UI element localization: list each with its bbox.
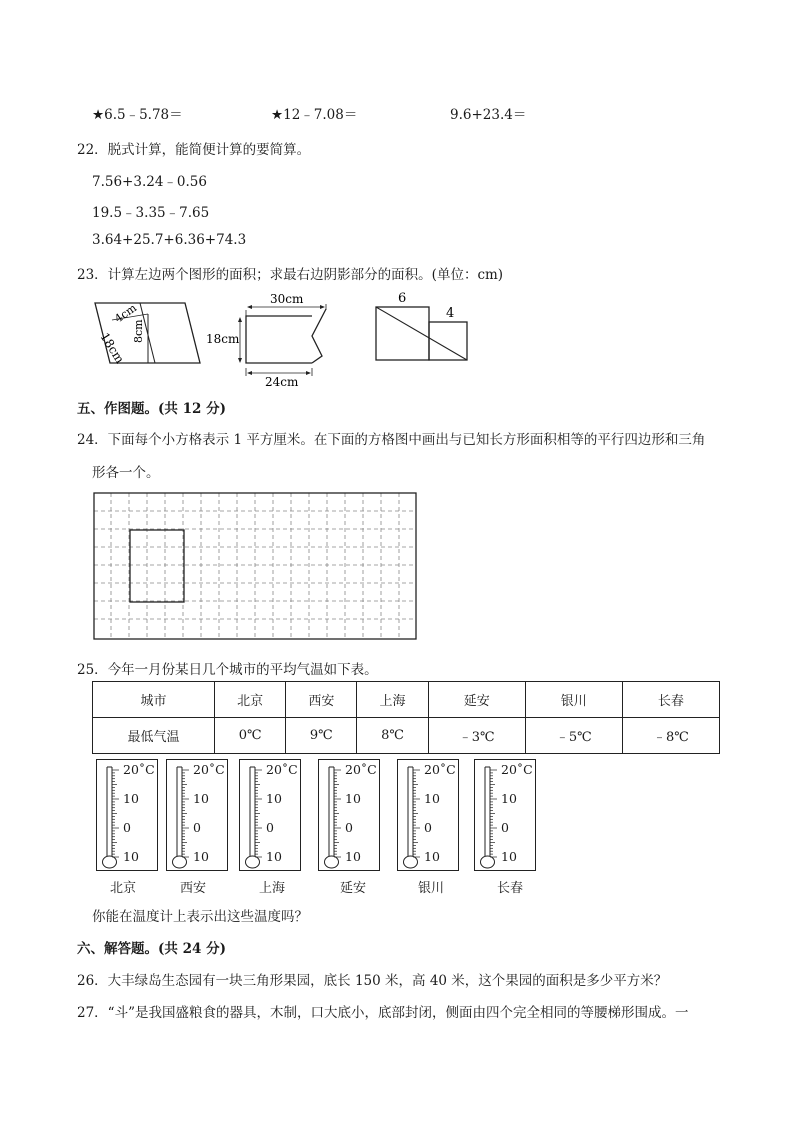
q22-title: 22．脱式计算，能简便计算的要简算。 bbox=[77, 142, 311, 158]
scale-minus-10: 10 bbox=[424, 849, 440, 864]
scale-0: 0 bbox=[123, 820, 131, 835]
thermometer[interactable] bbox=[239, 759, 301, 871]
temp-cell: 9℃ bbox=[286, 718, 357, 754]
q22-item-1: 7.56+3.24﹣0.56 bbox=[92, 174, 207, 190]
temp-cell: ﹣8℃ bbox=[622, 718, 719, 754]
city-cell: 长春 bbox=[622, 682, 719, 718]
expr-2: ★12﹣7.08＝ bbox=[271, 107, 358, 123]
table-row bbox=[93, 718, 720, 754]
given-rectangle bbox=[130, 530, 184, 602]
rectangle-figure bbox=[206, 292, 326, 388]
city-cell: 银川 bbox=[525, 682, 622, 718]
temp-cell: 8℃ bbox=[357, 718, 428, 754]
thermometer[interactable] bbox=[96, 759, 158, 871]
q24-line2: 形各一个。 bbox=[92, 465, 160, 481]
q23-title: 23．计算左边两个图形的面积；求最右边阴影部分的面积。(单位：cm) bbox=[77, 267, 504, 283]
thermometer[interactable] bbox=[166, 759, 228, 871]
q24-line1: 24．下面每个小方格表示 1 平方厘米。在下面的方格图中画出与已知长方形面积相等的平行四边形和三角 bbox=[77, 432, 706, 448]
scale-10: 10 bbox=[501, 791, 517, 806]
thermo-bulb bbox=[173, 856, 187, 868]
scale-minus-10: 10 bbox=[193, 849, 209, 864]
scale-0: 0 bbox=[345, 820, 353, 835]
table-row bbox=[93, 682, 720, 718]
grid-figure bbox=[93, 492, 419, 642]
scale-20: 20˚C bbox=[345, 762, 377, 777]
q25-title: 25．今年一月份某日几个城市的平均气温如下表。 bbox=[77, 662, 378, 678]
q25-question: 你能在温度计上表示出这些温度吗？ bbox=[92, 909, 308, 925]
thermometer[interactable] bbox=[318, 759, 380, 871]
section-6-title: 六、解答题。(共 24 分) bbox=[77, 941, 226, 957]
thermometer[interactable] bbox=[397, 759, 459, 871]
thermometer[interactable] bbox=[474, 759, 536, 871]
scale-10: 10 bbox=[266, 791, 282, 806]
fig3-big-label: 6 bbox=[398, 291, 407, 306]
scale-10: 10 bbox=[193, 791, 209, 806]
thermo-label: 北京 bbox=[110, 881, 137, 896]
temp-cell: ﹣3℃ bbox=[428, 718, 525, 754]
scale-10: 10 bbox=[123, 791, 139, 806]
q22-item-3: 3.64+25.7+6.36+74.3 bbox=[92, 232, 247, 248]
fig2-left-label: 18cm bbox=[206, 332, 240, 346]
city-cell: 上海 bbox=[357, 682, 428, 718]
row-label: 最低气温 bbox=[93, 718, 215, 754]
thermo-bulb bbox=[481, 856, 495, 868]
fig2-top-label: 30cm bbox=[270, 292, 304, 306]
scale-20: 20˚C bbox=[193, 762, 225, 777]
scale-0: 0 bbox=[501, 820, 509, 835]
thermo-bulb bbox=[404, 856, 418, 868]
scale-0: 0 bbox=[193, 820, 201, 835]
scale-20: 20˚C bbox=[424, 762, 456, 777]
thermo-label: 长春 bbox=[497, 881, 524, 896]
scale-20: 20˚C bbox=[501, 762, 533, 777]
scale-minus-10: 10 bbox=[345, 849, 361, 864]
fig1-side-label: 18cm bbox=[97, 330, 128, 366]
temperature-table bbox=[92, 681, 720, 754]
scale-minus-10: 10 bbox=[501, 849, 517, 864]
temp-cell: 0℃ bbox=[215, 718, 286, 754]
temp-cell: ﹣5℃ bbox=[525, 718, 622, 754]
parallelogram-figure bbox=[95, 301, 200, 366]
thermo-label: 上海 bbox=[259, 881, 286, 896]
expr-3: 9.6+23.4＝ bbox=[450, 107, 527, 123]
thermo-label: 银川 bbox=[418, 881, 445, 896]
thermo-bulb bbox=[103, 856, 117, 868]
city-cell: 西安 bbox=[286, 682, 357, 718]
scale-10: 10 bbox=[345, 791, 361, 806]
q27-text: 27．“斗”是我国盛粮食的器具，木制，口大底小，底部封闭，侧面由四个完全相同的等腰梯形围成。一 bbox=[77, 1005, 689, 1021]
thermo-label: 西安 bbox=[180, 881, 207, 896]
thermo-label: 延安 bbox=[340, 881, 367, 896]
scale-0: 0 bbox=[266, 820, 274, 835]
squares-figure bbox=[376, 291, 467, 360]
scale-minus-10: 10 bbox=[266, 849, 282, 864]
scale-10: 10 bbox=[424, 791, 440, 806]
grid-lines bbox=[94, 493, 416, 639]
scale-20: 20˚C bbox=[123, 762, 155, 777]
q22-item-2: 19.5﹣3.35﹣7.65 bbox=[92, 205, 210, 221]
q23-figures bbox=[90, 288, 490, 388]
fig2-bottom-label: 24cm bbox=[265, 375, 299, 388]
thermo-bulb bbox=[246, 856, 260, 868]
header-label: 城市 bbox=[93, 682, 215, 718]
fig3-small-label: 4 bbox=[446, 306, 455, 321]
scale-minus-10: 10 bbox=[123, 849, 139, 864]
expr-1: ★6.5﹣5.78＝ bbox=[92, 107, 183, 123]
fig1-small-label: 4cm bbox=[112, 301, 140, 326]
scale-0: 0 bbox=[424, 820, 432, 835]
scale-20: 20˚C bbox=[266, 762, 298, 777]
city-cell: 北京 bbox=[215, 682, 286, 718]
city-cell: 延安 bbox=[428, 682, 525, 718]
q26-text: 26．大丰绿岛生态园有一块三角形果园，底长 150 米，高 40 米，这个果园的面积是多少平方米？ bbox=[77, 973, 668, 989]
section-5-title: 五、作图题。(共 12 分) bbox=[77, 401, 226, 417]
fig1-height-label: 8cm bbox=[132, 319, 145, 343]
thermo-bulb bbox=[325, 856, 339, 868]
